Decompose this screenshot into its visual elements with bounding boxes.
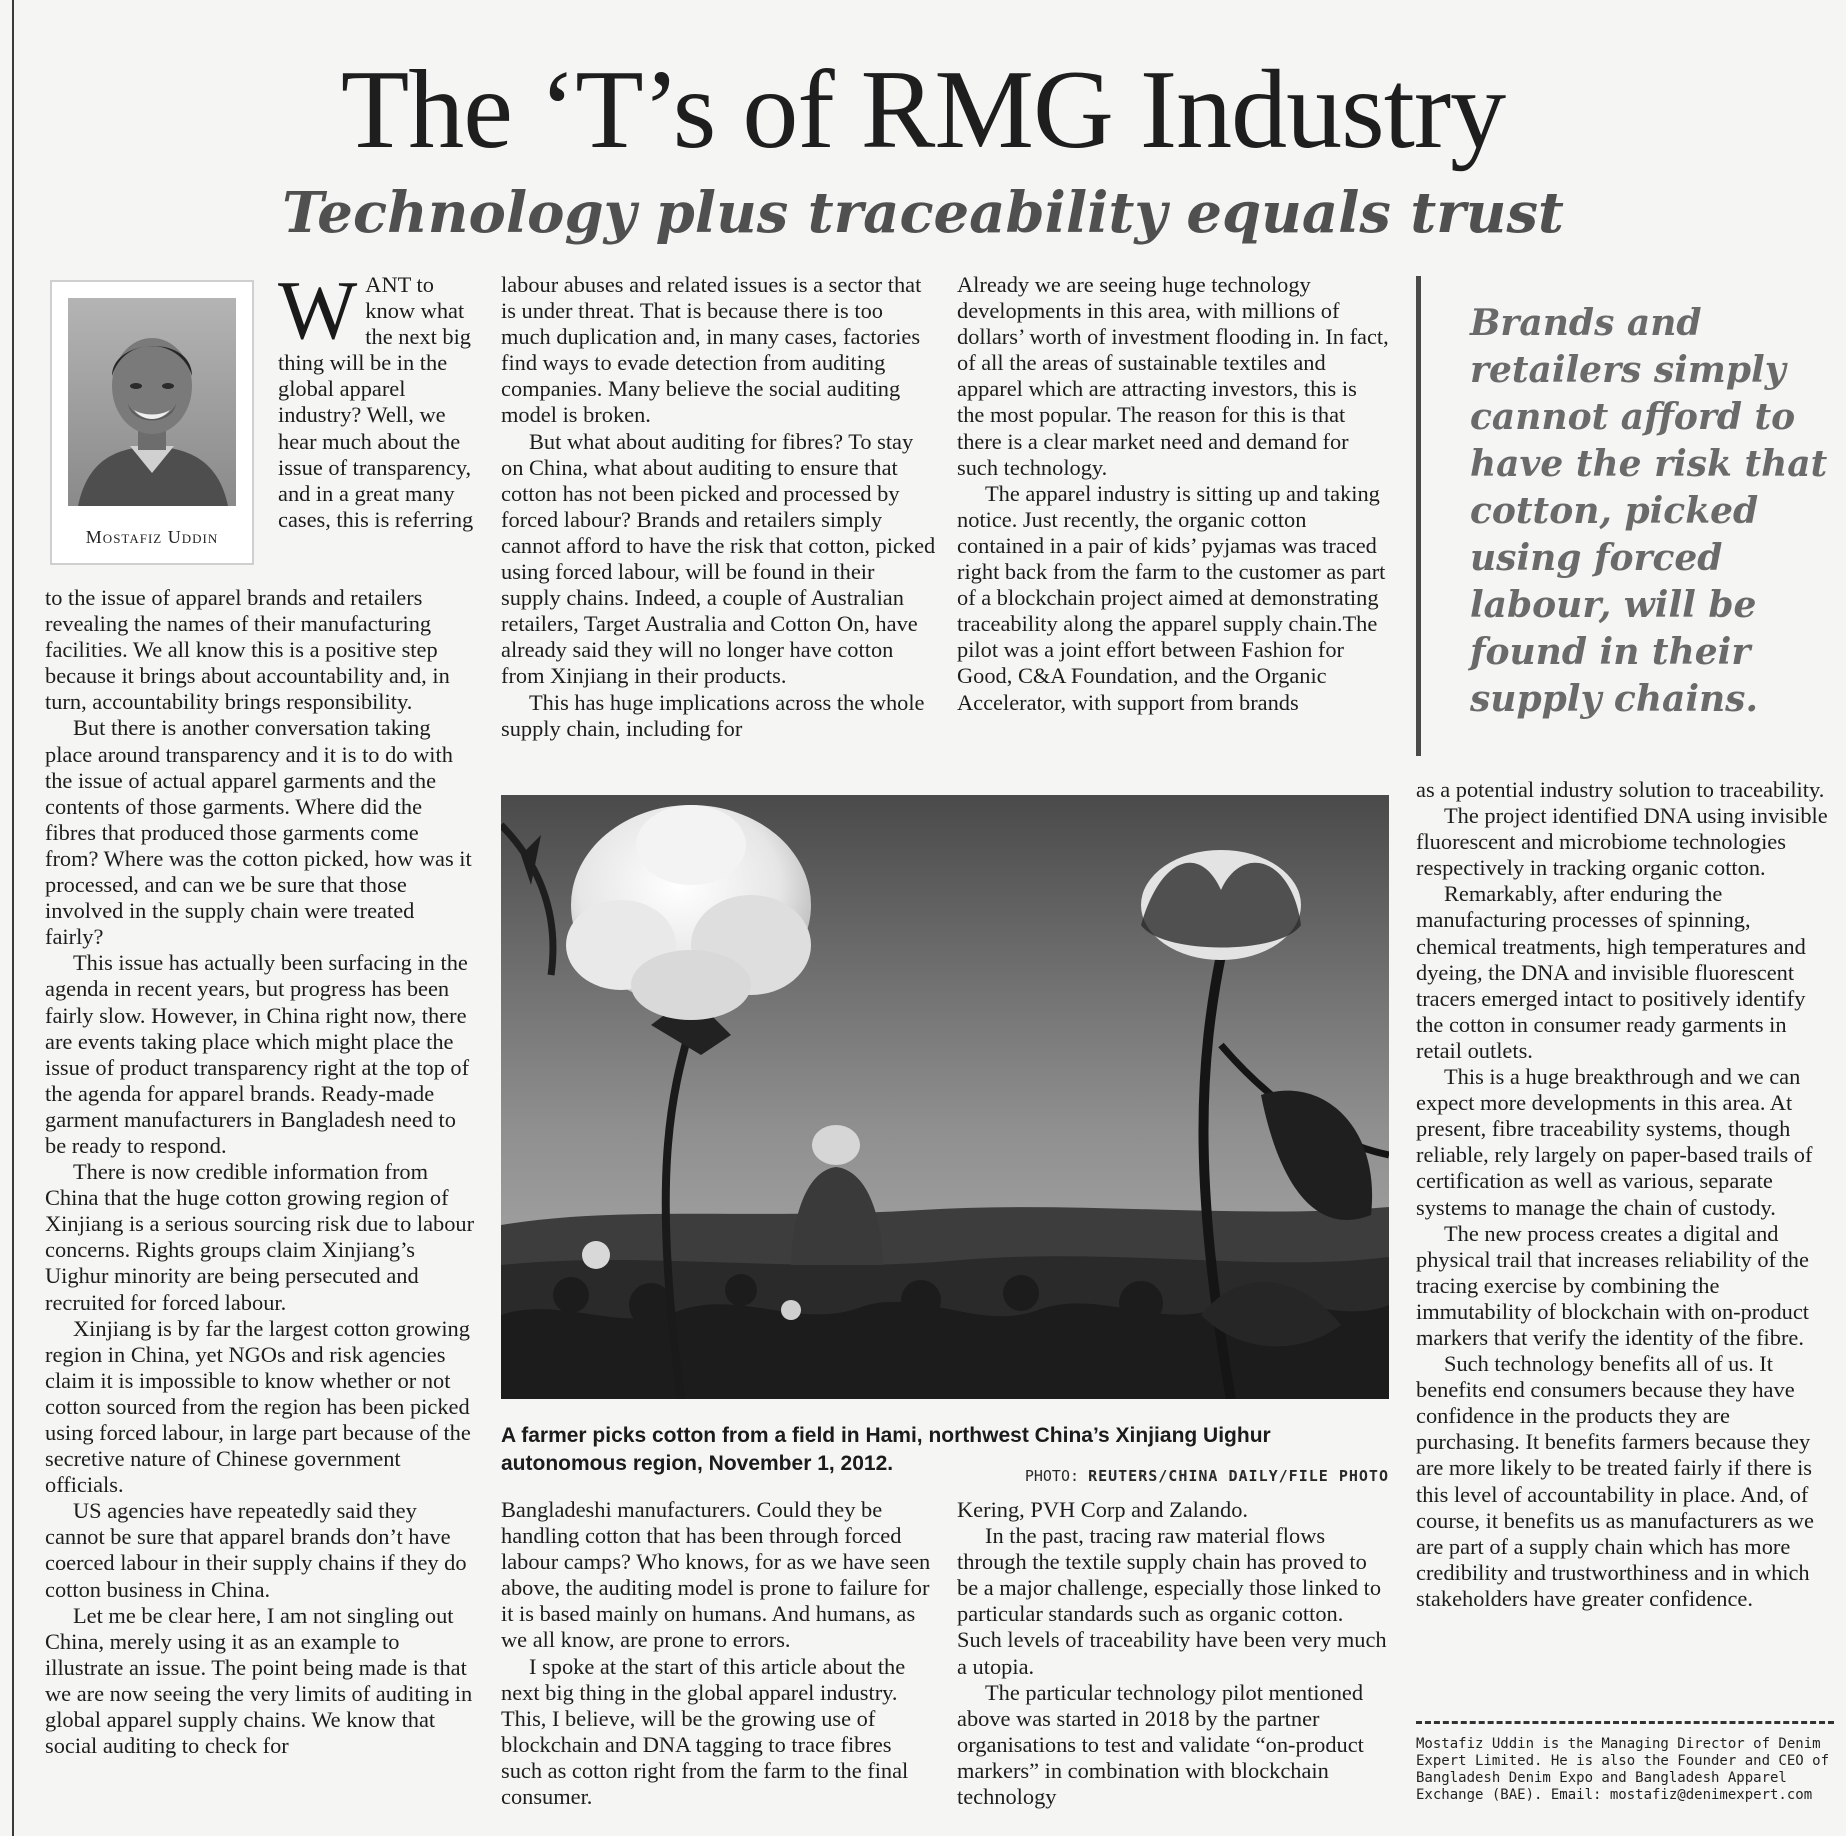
author-portrait-card <box>50 280 254 565</box>
author-photo-illustration <box>68 298 236 506</box>
paragraph: This is a huge breakthrough and we can expect more developments in this area. At present, fibre traceability systems, though reliable, rely largely on paper-based trails of certification as well as various, separate systems to manage the chain of custody. <box>1416 1064 1813 1220</box>
paragraph: as a potential industry solution to traceability. <box>1416 777 1825 802</box>
paragraph: Such technology benefits all of us. It benefits end consumers because they have confidence in the products they are purchasing. It benefits farmers because they are more likely to be treated fairly if there is this level of accountability in place. And, of course, it benefits us as manufacturers as we are part of a supply chain which has more credibility and trustworthiness and in which stakeholders have greater confidence. <box>1416 1351 1814 1611</box>
intro-text: ANT to know what the next big thing will be in the global apparel industry? Well, we hear much about the issue of transparency, and in a great many cases, this is referring <box>278 272 474 532</box>
paragraph: There is now credible information from China that the huge cotton growing region of Xinjiang is a serious sourcing risk due to labour concerns. Rights groups claim Xinjiang’s Uighur minority are being persecuted and recruited for forced labour. <box>45 1159 475 1315</box>
page-edge-rule <box>12 0 14 1836</box>
article-subheadline: Technology plus traceability equals trust <box>282 180 1564 246</box>
paragraph: This has huge implications across the whole supply chain, including for <box>501 689 925 741</box>
paragraph: This issue has actually been surfacing in the agenda in recent years, but progress has been fairly slow. However, in China right now, there are events taking place which might place the issue of product transparency right at the top of the agenda for apparel brands. Ready-made garment manufacturers in Bangladesh need to be ready to respond. <box>45 950 470 1158</box>
author-bio: Mostafiz Uddin is the Managing Director of Denim Expert Limited. He is also the Founder and CEO of Bangladesh Denim Expo and Bangladesh Apparel Exchange (BAE). Email: mostafiz@denimexpert.com <box>1416 1736 1830 1803</box>
paragraph: But there is another conversation taking place around transparency and it is to do with the issue of actual apparel garments and the contents of those garments. Where did the fibres that produced those garments come from? Where was the cotton picked, how was it processed, and can we be sure that those involved in the supply chain were treated fairly? <box>45 715 472 950</box>
paragraph: labour abuses and related issues is a sector that is under threat. That is because there is too much duplication and, in many cases, factories find ways to evade detection from auditing companies. Many believe the social auditing model is broken. <box>501 272 922 428</box>
cotton-field-photo <box>501 795 1389 1399</box>
column-2-top <box>501 272 937 742</box>
photo-credit-label: PHOTO: <box>1024 1467 1080 1485</box>
paragraph: Already we are seeing huge technology developments in this area, with millions of dollars’ worth of investment flooding in. In fact, of all the areas of sustainable textiles and apparel which are attracting investors, this is the most popular. The reason for this is that there is a clear market need and demand for such technology. <box>957 272 1389 480</box>
paragraph: I spoke at the start of this article about the next big thing in the global apparel industry. This, I believe, will be the growing use of blockchain and DNA tagging to trace fibres such as cotton right from the farm to the final consumer. <box>501 1653 909 1810</box>
paragraph: The new process creates a digital and physical trail that increases reliability of the tracing exercise by combining the immutability of blockchain with on-product markers that verify the identity of the fibre. <box>1416 1220 1810 1350</box>
pull-quote: Brands and retailers simply cannot afford to have the risk that cotton, picked using forced labour, will be found in their supply chains. <box>1470 302 1828 720</box>
column-3-bottom <box>957 1497 1389 1810</box>
paragraph: to the issue of apparel brands and retailers revealing the names of their manufacturing facilities. We all know this is a positive step because it brings about accountability and, in turn, accountability brings responsibility. <box>45 585 450 715</box>
column-1-intro <box>278 264 478 533</box>
paragraph: Let me be clear here, I am not singling out China, merely using it as an example to illustrate an issue. The point being made is that we are now seeing the very limits of auditing in global apparel supply chains. We know that social auditing to check for <box>45 1602 473 1759</box>
bio-divider <box>1416 1721 1834 1724</box>
paragraph: The apparel industry is sitting up and taking notice. Just recently, the organic cotton contained in a pair of kids’ pyjamas was traced right back from the farm to the customer as part of a blockchain project aimed at demonstrating traceability along the apparel supply chain.The pilot was a joint effort between Fashion for Good, C&A Foundation, and the Organic Accelerator, with support from brands <box>957 480 1386 715</box>
column-1 <box>45 585 477 1759</box>
photo-credit-source: REUTERS/CHINA DAILY/FILE PHOTO <box>1088 1467 1389 1485</box>
drop-cap: W <box>278 264 358 357</box>
photo-caption: A farmer picks cotton from a field in Hami, northwest China’s Xinjiang Uighur autonomous region, November 1, 2012. <box>501 1424 1271 1475</box>
paragraph: In the past, tracing raw material flows through the textile supply chain has proved to be a major challenge, especially those linked to particular standards such as organic cotton. Such levels of traceability have been very much a utopia. <box>957 1523 1387 1679</box>
paragraph: Xinjiang is by far the largest cotton growing region in China, yet NGOs and risk agencies claim it is impossible to know whether or not cotton sourced from the region has been picked using forced labour, in large part because of the secretive nature of Chinese government officials. <box>45 1315 471 1498</box>
column-3-top <box>957 272 1389 716</box>
photo-credit <box>977 1466 1389 1486</box>
column-2-bottom <box>501 1497 937 1810</box>
paragraph: The particular technology pilot mentioned above was started in 2018 by the partner organisations to test and validate “on-product markers” in combination with blockchain technology <box>957 1679 1364 1810</box>
paragraph: US agencies have repeatedly said they cannot be sure that apparel brands don’t have coerced labour in their supply chains if they do cotton business in China. <box>45 1498 467 1602</box>
author-photo <box>68 298 236 506</box>
paragraph: The project identified DNA using invisible fluorescent and microbiome technologies respectively in tracking organic cotton. <box>1416 803 1828 881</box>
column-4 <box>1416 777 1834 1612</box>
author-name: Mostafiz Uddin <box>85 527 219 547</box>
article-headline: The ‘T’s of RMG Industry <box>340 48 1506 172</box>
paragraph: Remarkably, after enduring the manufacturing processes of spinning, chemical treatments, high temperatures and dyeing, the DNA and invisible fluorescent tracers emerged intact to positively identify the cotton in consumer ready garments in retail outlets. <box>1416 881 1806 1063</box>
paragraph: Kering, PVH Corp and Zalando. <box>957 1497 1249 1522</box>
cotton-field-illustration <box>501 795 1389 1399</box>
paragraph: But what about auditing for fibres? To stay on China, what about auditing to ensure that cotton has not been picked and processed by forced labour? Brands and retailers simply cannot afford to have the risk that cotton, picked using forced labour, will be found in their supply chains. Indeed, a couple of Australian retailers, Target Australia and Cotton On, have already said they will no longer have cotton from Xinjiang in their products. <box>501 428 936 689</box>
pull-quote-rule <box>1416 276 1421 756</box>
paragraph: Bangladeshi manufacturers. Could they be handling cotton that has been through forced labour camps? Who knows, for as we have seen above, the auditing model is prone to failure for it is based mainly on humans. And humans, as we all know, are prone to errors. <box>501 1497 931 1653</box>
